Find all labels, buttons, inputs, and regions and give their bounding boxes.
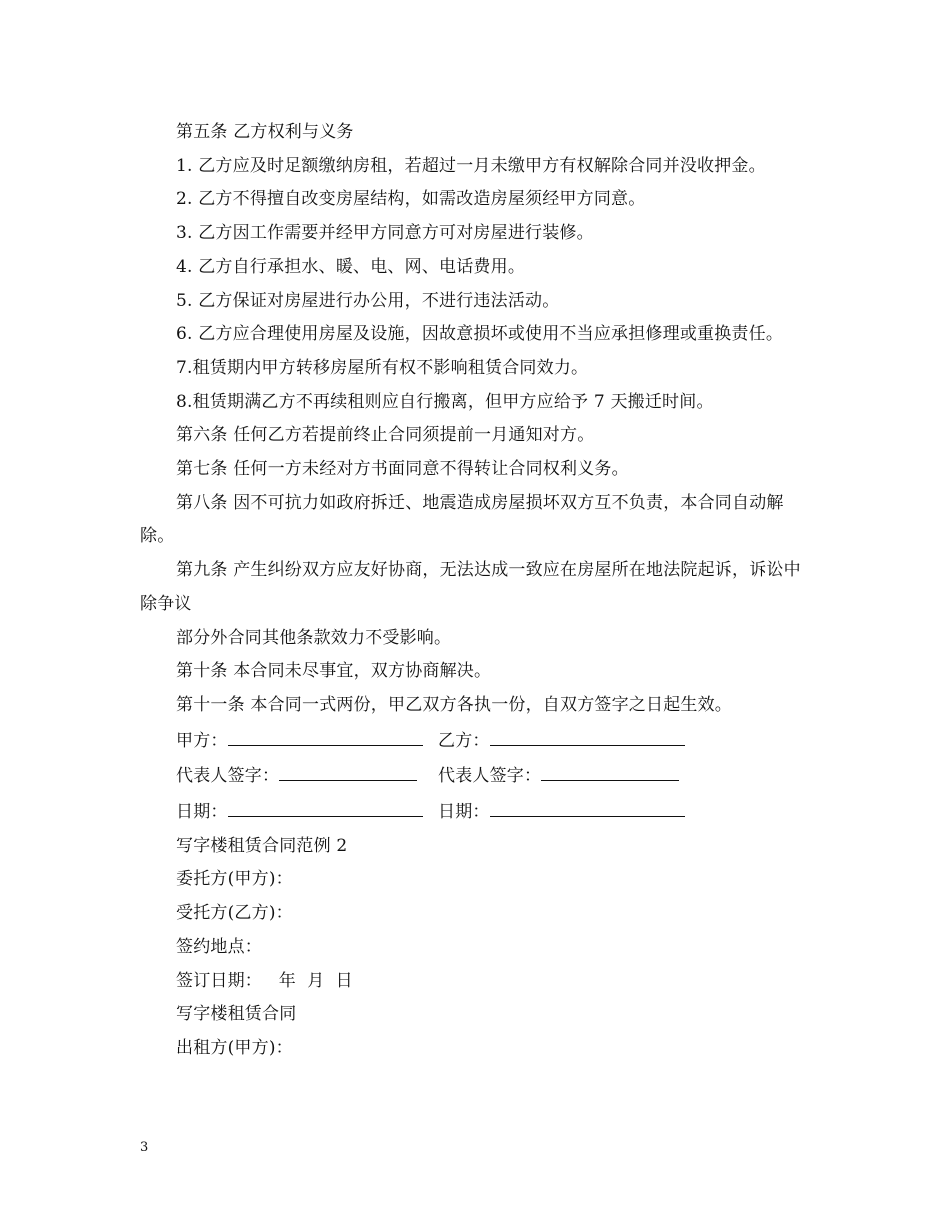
article-5-title: 第五条 乙方权利与义务 xyxy=(176,122,354,142)
article-5-item-1: 1. 乙方应及时足额缴纳房租，若超过一月未缴甲方有权解除合同并没收押金。 xyxy=(176,155,766,176)
party-b-label: 乙方： xyxy=(438,730,490,751)
rep-a-signature-line[interactable] xyxy=(279,758,417,781)
rep-b-label: 代表人签字： xyxy=(438,766,542,787)
party-a-signature-line[interactable] xyxy=(228,723,423,746)
rep-b-signature-line[interactable] xyxy=(541,758,679,781)
example-2-contract-title: 写字楼租赁合同 xyxy=(176,1004,297,1025)
example-2-lessor: 出租方(甲方)： xyxy=(176,1037,293,1058)
article-5-item-7: 7.租赁期内甲方转移房屋所有权不影响租赁合同效力。 xyxy=(176,357,589,378)
party-a-label: 甲方： xyxy=(176,730,228,751)
date-a-block xyxy=(176,794,438,830)
article-5-item-3: 3. 乙方因工作需要并经甲方同意方可对房屋进行装修。 xyxy=(176,223,594,244)
example-2-client: 委托方(甲方)： xyxy=(176,869,293,890)
rep-b-block xyxy=(438,758,679,794)
example-2-place: 签约地点： xyxy=(176,936,262,957)
signature-row-date xyxy=(140,794,815,830)
date-b-label: 日期： xyxy=(438,802,490,823)
party-b-signature-line[interactable] xyxy=(490,723,685,746)
article-5-item-5: 5. 乙方保证对房屋进行办公用，不进行违法活动。 xyxy=(176,290,560,311)
article-6: 第六条 任何乙方若提前终止合同须提前一月通知对方。 xyxy=(176,425,595,446)
article-5-item-4: 4. 乙方自行承担水、暖、电、网、电话费用。 xyxy=(176,256,526,277)
party-b-block xyxy=(438,723,685,759)
date-a-line[interactable] xyxy=(228,794,423,817)
signature-row-party xyxy=(140,723,815,759)
article-5-item-6: 6. 乙方应合理使用房屋及设施，因故意损坏或使用不当应承担修理或重换责任。 xyxy=(176,324,784,345)
article-11: 第十一条 本合同一式两份，甲乙双方各执一份，自双方签字之日起生效。 xyxy=(176,694,733,715)
article-7: 第七条 任何一方未经对方书面同意不得转让合同权利义务。 xyxy=(176,459,629,480)
article-5-item-2: 2. 乙方不得擅自改变房屋结构，如需改造房屋须经甲方同意。 xyxy=(176,189,646,210)
article-9: 第九条 产生纠纷双方应友好协商，无法达成一致应在房屋所在地法院起诉，诉讼中除争议 xyxy=(140,560,801,614)
example-2-agent: 受托方(乙方)： xyxy=(176,903,293,924)
article-8: 第八条 因不可抗力如政府拆迁、地震造成房屋损坏双方互不负责，本合同自动解除。 xyxy=(140,492,784,547)
date-b-line[interactable] xyxy=(490,794,685,817)
article-5-item-8: 8.租赁期满乙方不再续租则应自行搬离，但甲方应给予 7 天搬迁时间。 xyxy=(176,391,714,412)
party-a-block xyxy=(176,723,438,759)
document-body xyxy=(140,116,815,1066)
page-number: 3 xyxy=(140,1140,149,1155)
date-b-block xyxy=(438,794,685,830)
signature-row-representative xyxy=(140,758,815,794)
rep-a-label: 代表人签字： xyxy=(176,766,280,787)
rep-a-block xyxy=(176,758,438,794)
article-10: 第十条 本合同未尽事宜，双方协商解决。 xyxy=(176,661,492,682)
article-9-continued: 部分外合同其他条款效力不受影响。 xyxy=(176,627,452,648)
example-2-heading: 写字楼租赁合同范例 2 xyxy=(176,835,348,856)
example-2-date: 签订日期： 年 月 日 xyxy=(176,970,353,991)
date-a-label: 日期： xyxy=(176,802,228,823)
